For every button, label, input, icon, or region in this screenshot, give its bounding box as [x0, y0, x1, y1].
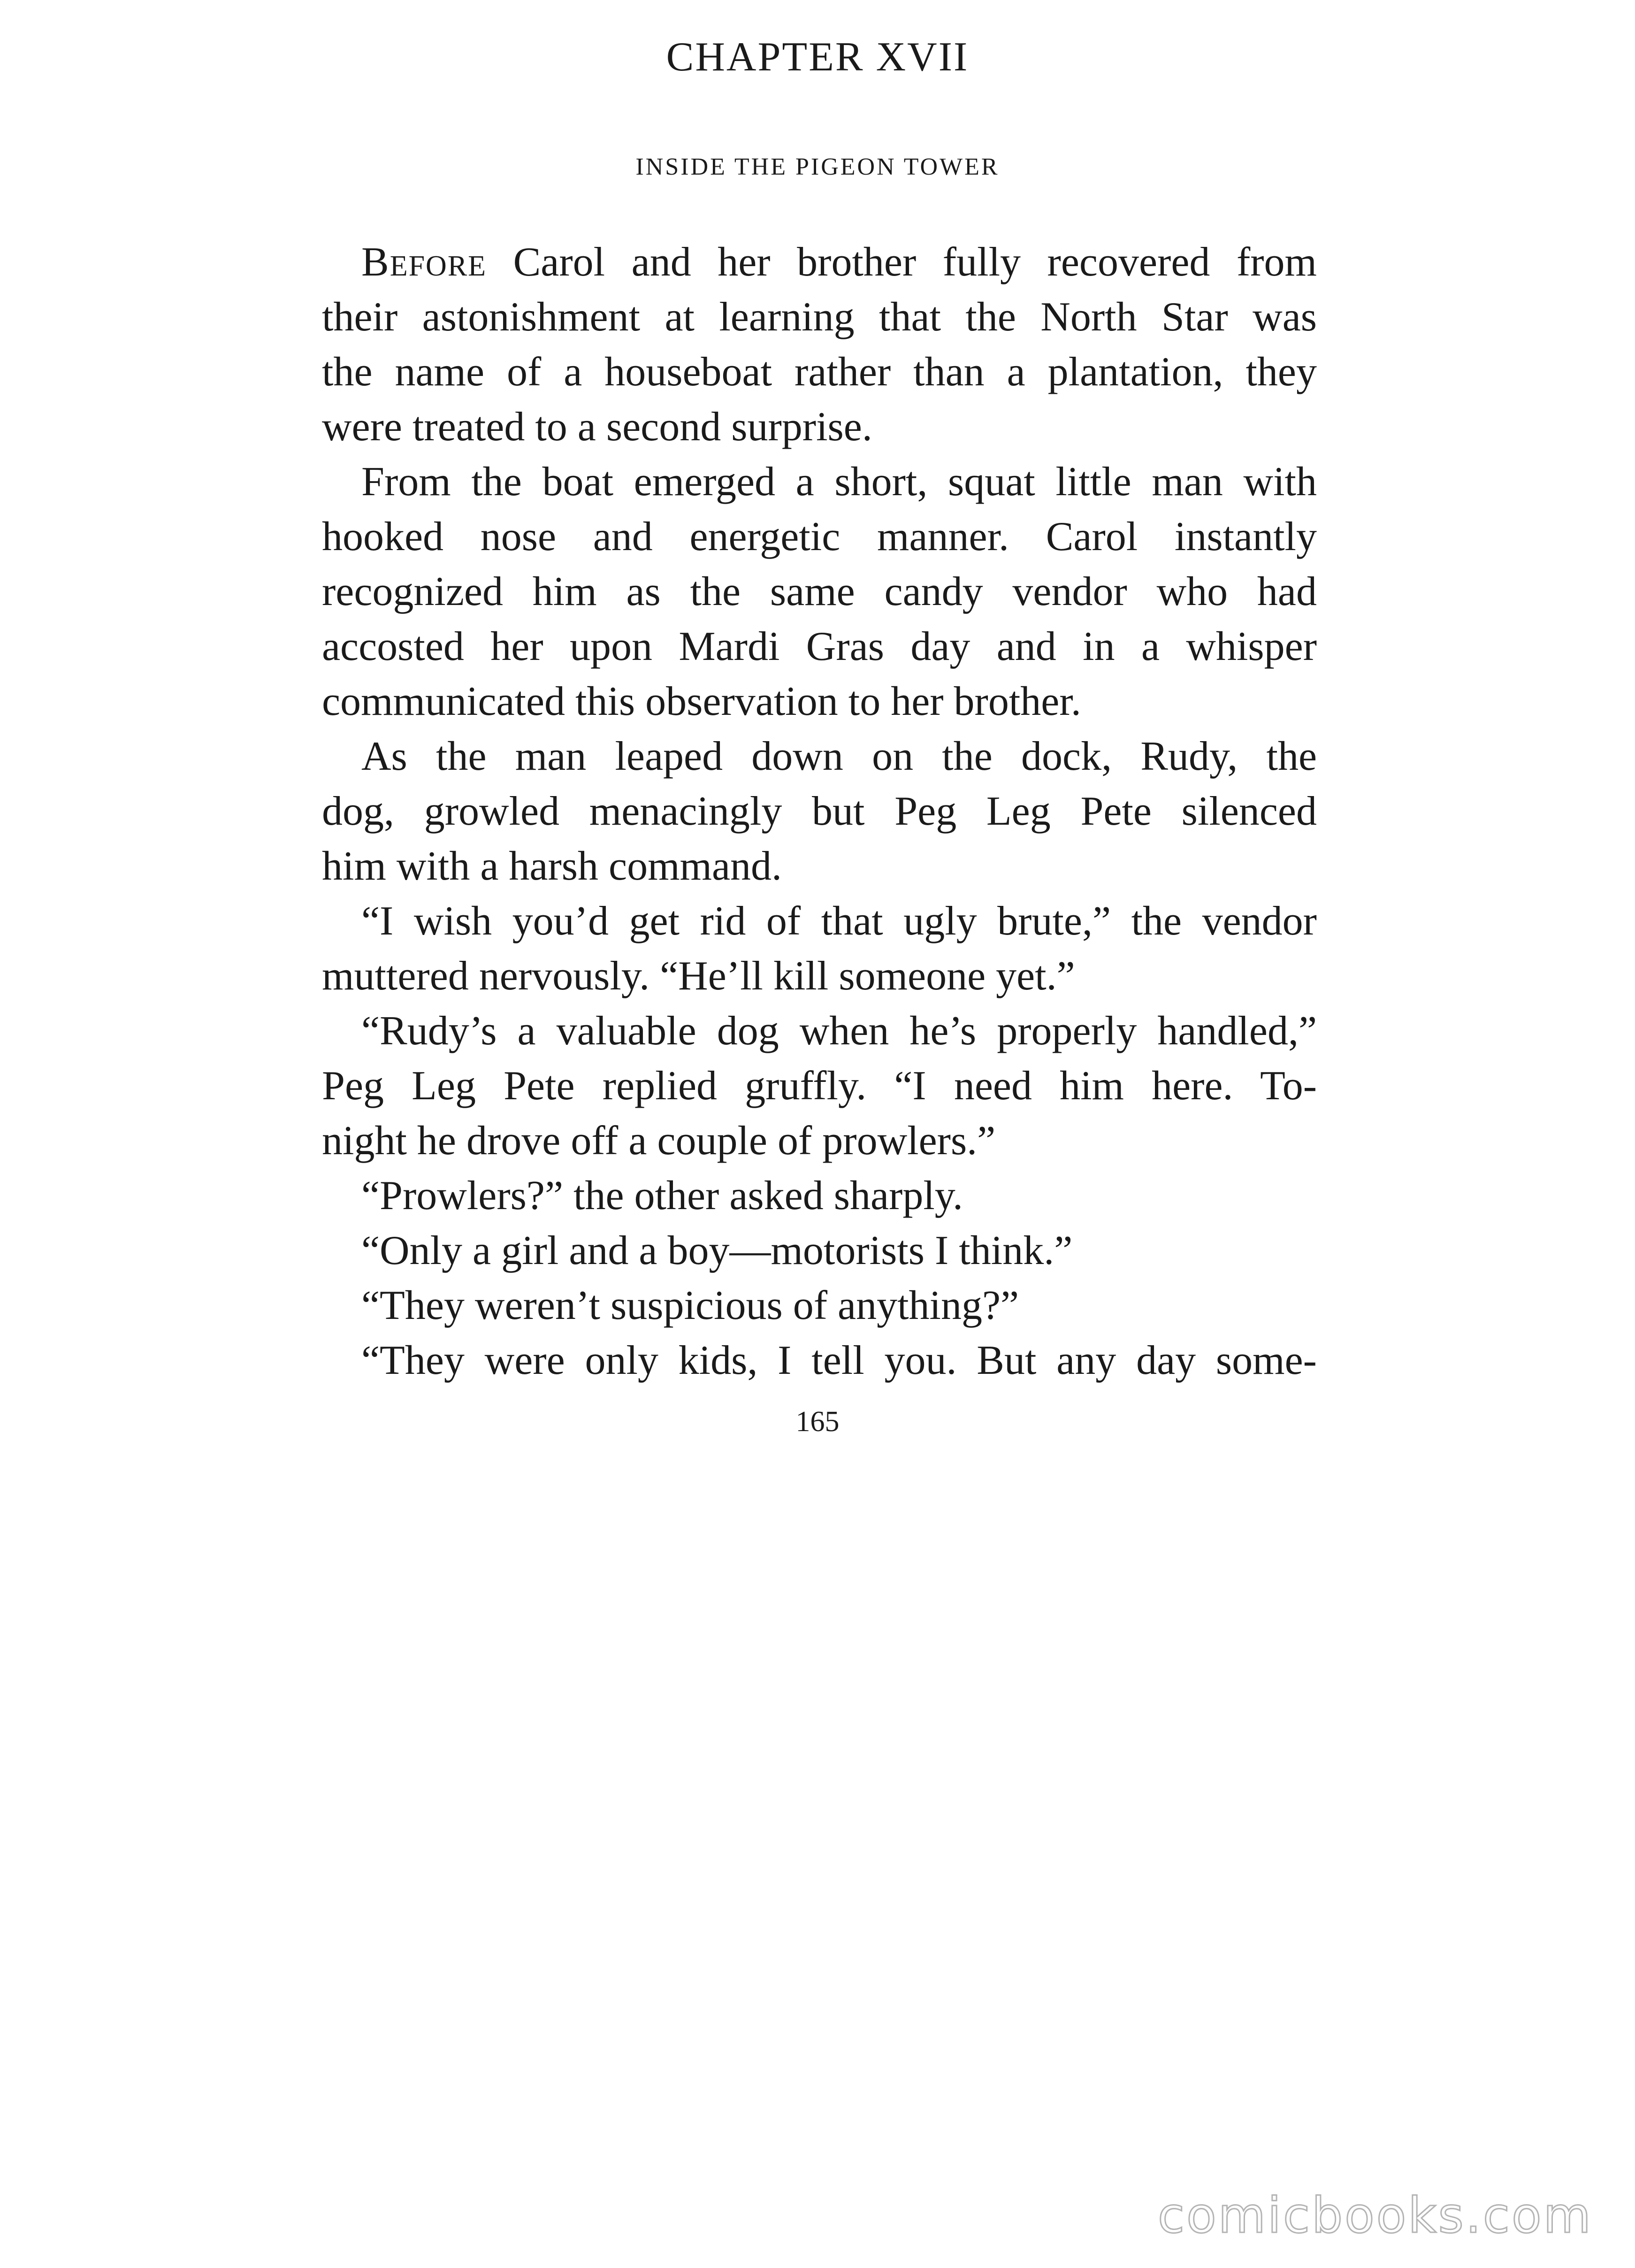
text-line: “Only a girl and a boy—motorists I think.”	[361, 1228, 1073, 1273]
text-line: “Prowlers?” the other asked sharply.	[361, 1173, 963, 1218]
text-line	[322, 235, 1317, 290]
text-fragment: Carol and her brother fully recovered from	[487, 239, 1317, 285]
text-line: “They were only kids, I tell you. But any day some-	[361, 1338, 1317, 1383]
text-line: “They weren’t suspicious of anything?”	[361, 1283, 1019, 1328]
watermark: comicbooks.com	[1157, 2187, 1593, 2244]
text-line: were treated to a second surprise.	[322, 404, 872, 450]
text-line: the name of a houseboat rather than a plantation, they	[322, 349, 1317, 395]
text-line: accosted her upon Mardi Gras day and in a whisper	[322, 624, 1317, 669]
text-line: communicated this observation to her brother.	[322, 679, 1081, 724]
text-line: dog, growled menacingly but Peg Leg Pete silenced	[322, 789, 1317, 834]
text-line: their astonishment at learning that the North Star was	[322, 294, 1317, 340]
text-line: “I wish you’d get rid of that ugly brute,” the vendor	[361, 898, 1317, 944]
text-line: recognized him as the same candy vendor who had	[322, 569, 1317, 614]
text-line: Peg Leg Pete replied gruffly. “I need him here. To-	[322, 1063, 1317, 1109]
text-line: night he drove off a couple of prowlers.”	[322, 1118, 996, 1164]
text-line: As the man leaped down on the dock, Rudy, the	[361, 734, 1317, 779]
text-line: hooked nose and energetic manner. Carol instantly	[322, 514, 1317, 559]
text-line: “Rudy’s a valuable dog when he’s properly handled,”	[361, 1008, 1317, 1054]
body-text	[322, 235, 1317, 1388]
chapter-subtitle: INSIDE THE PIGEON TOWER	[635, 153, 1000, 180]
text-line: him with a harsh command.	[322, 843, 782, 889]
page-number: 165	[795, 1406, 840, 1438]
text-line: From the boat emerged a short, squat little man with	[361, 459, 1317, 505]
text-line: muttered nervously. “He’ll kill someone yet.”	[322, 953, 1075, 999]
chapter-title: CHAPTER XVII	[666, 34, 969, 80]
lead-word: Before	[361, 239, 487, 285]
